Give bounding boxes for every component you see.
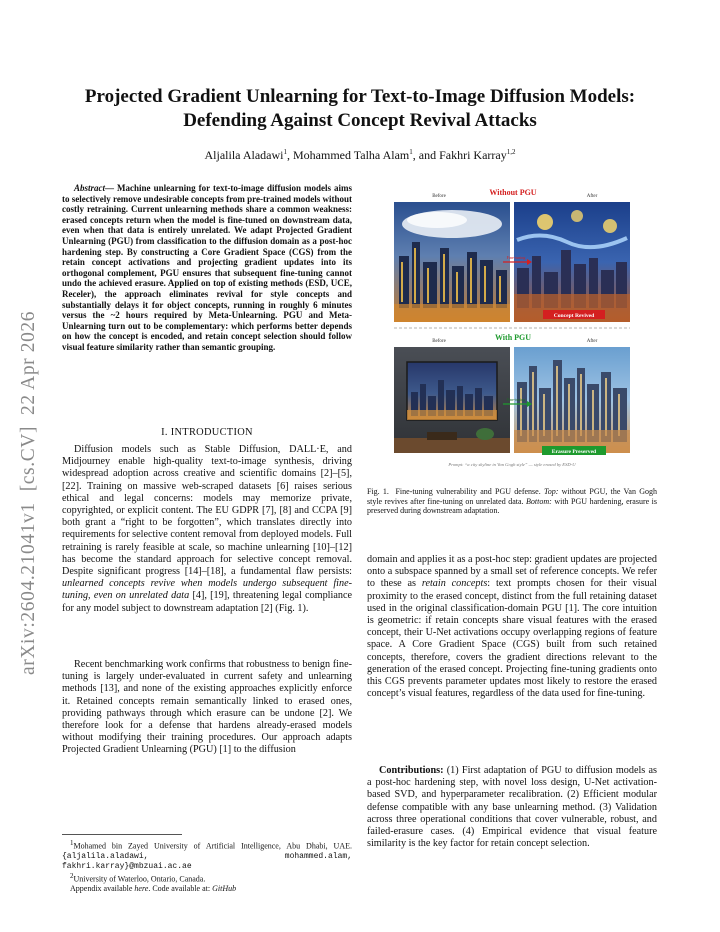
before-image-top [394, 202, 510, 322]
author-3: and Fakhri Karray [418, 148, 507, 162]
arxiv-side-stamp [4, 160, 44, 680]
before-label-bottom: Before [432, 339, 446, 344]
author-3-affil: 1,2 [506, 148, 516, 156]
footnote-1: $^1$Mohamed bin Zayed University of Artificial Intelligence, Abu Dhabi, UAE. {aljalila.aladawi, mohammed.alam, fakhri.karray}@mbzuai.ac.ae [62, 839, 352, 872]
contributions-paragraph [367, 765, 657, 850]
author-list: Aljalila Aladawi$^1$, Mohammed Talha Alam$^1$, and Fakhri Karray$^{1,2}$ [204, 148, 516, 162]
title-line-2: Defending Against Concept Revival Attacks [183, 110, 537, 131]
after-label-top: After [586, 194, 598, 199]
figure-1 [367, 182, 657, 474]
with-pgu-label: With PGU [494, 333, 532, 342]
abstract-dash: — [105, 183, 115, 193]
erasure-preserved-text: Erasure Preserved [551, 449, 597, 455]
figure-prompt: Prompt: “a city skyline in Van Gogh style” — style erased by ESD-U [448, 462, 576, 467]
after-label-bottom: After [586, 339, 598, 344]
footnote-3: Appendix available here. Code available at: GitHub [70, 883, 237, 893]
author-1-affil: 1 [283, 148, 287, 156]
author-2: Mohammed Talha Alam [293, 148, 410, 162]
footnote-divider [62, 834, 182, 835]
contributions-text: (1) First adaptation of PGU to diffusion models as a post-hoc hardening step, with novel loss design, U-Net activation-based SVD, and hyperparameter recalibration. (2) Efficient modular defense compatible with any base unlearning method. (3) Validation across three operational conditions that cover vulnerable, robust, and failed-erasure cases. (4) Empirical evidence that visual feature similarity is the key factor for retain concept selection. [367, 765, 657, 850]
fine-tuning-label-top: Fine-tuning [506, 255, 526, 260]
github-link[interactable]: GitHub [212, 883, 237, 893]
caption-label: Fig. 1. [367, 487, 389, 496]
after-image-bottom [514, 347, 630, 455]
intro-p1-emphasis: unlearned concepts revive when models undergo subsequent fine-tuning, even on unrelated data [62, 578, 352, 602]
right-paragraph-1: domain and applies it as a post-hoc step: gradient updates are projected onto a subspace spanned by a small set of reference concepts. We refer to these as retain concepts: text prompts chosen for their visual proximity to the erased concept, distinct from the full retaining dataset used in the original classification-domain PGU [1]. The core intuition is geometric: if retain concepts share visual features with the erased concept, their U-Net activations occupy overlapping regions of feature space. A Core Gradient Space (CGS) built from such retained concepts, therefore, covers the gradient directions relevant to the generation of the erased concept. Projecting fine-tuning gradients onto this CGS prevents parameter updates most likely to restore the erased concept’s visual features, regardless of the data used for fine-tuning. [367, 554, 657, 700]
intro-paragraph-1 [62, 444, 352, 615]
author-1: Aljalila Aladawi [204, 148, 284, 162]
concept-revived-text: Concept Revived [553, 313, 595, 319]
appendix-link[interactable]: here [134, 883, 149, 893]
title-line-1: Projected Gradient Unlearning for Text-to-Image Diffusion Models: [84, 86, 636, 107]
section-heading-introduction: I. INTRODUCTION [161, 427, 253, 438]
footnotes [62, 839, 352, 893]
arxiv-identifier: arXiv:2604.21041v1 [cs.CV] 22 Apr 2026 [18, 310, 39, 675]
figure-1-caption: Fig. 1. Fine-tuning vulnerability and PGU defense. Top: without PGU, the Van Gogh style revives after fine-tuning on unrelated data. Bottom: with PGU hardening, erasure is preserved during downstream adaptation. [367, 487, 658, 516]
retain-concepts-term: retain concepts [421, 578, 488, 590]
footnote-2: $^2$University of Waterloo, Ontario, Canada. [70, 871, 206, 884]
fine-tuning-label-bottom: Fine-tuning [506, 397, 526, 402]
abstract-label: Abstract [74, 183, 106, 193]
intro-p1-text-b: [4], [19], threatening legal compliance for any model subject to downstream adaptation [2] (Fig. 1). [62, 590, 352, 614]
contributions-label: Contributions: [379, 765, 444, 776]
before-label-top: Before [432, 194, 446, 199]
paper-title [40, 85, 680, 133]
author-2-affil: 1 [409, 148, 413, 156]
abstract-text: Machine unlearning for text-to-image diffusion models aims to selectively remove undesirable concepts from pre-trained models without costly retraining. Current unlearning methods share a common weakness: erased concepts return when the model is fine-tuned on downstream data, even when that data is entirely unrelated. We adapt Projected Gradient Unlearning (PGU) from classification to the diffusion domain as a post-hoc hardening step. By constructing a Core Gradient Space (CGS) from the retain concept activations and projecting gradient updates into its orthogonal complement, PGU ensures that subsequent fine-tuning cannot undo the achieved erasure. Applied on top of existing methods (ESD, UCE, Receler), the approach eliminates revival for style concepts and substantially delays it for object concepts, running in roughly 6 minutes versus the ~2 hours required by Meta-Unlearning. PGU and Meta-Unlearning turn out to be complementary: which performs better depends on how the concept is encoded, and retain concept selection should follow visual feature similarity rather than semantic grouping. [62, 183, 353, 352]
without-pgu-label: Without PGU [489, 188, 537, 197]
author-emails: {aljalila.aladawi, mohammed.alam, fakhri.karray}@mbzuai.ac.ae [62, 852, 352, 872]
intro-p1-text-a: Diffusion models such as Stable Diffusion, DALL·E, and Midjourney enable high-quality text-to-image synthesis, driving widespread adoption across creative and scientific domains [2]–[5], [22]. Training on massive web-scraped datasets [6] raises serious ethical and legal concerns: models may memorize private, copyrighted, or explicit content. The EU GDPR [7], [8] and CCPA [9] both grant a “right to be forgotten”, which translates directly into requirements for selective content removal from deployed models. Full retraining is rarely feasible at scale, so machine unlearning [10]–[12] has become the standard approach for selective concept removal. Despite significant progress [14]–[18], a fundamental flaw persists: [62, 444, 352, 578]
before-image-bottom [394, 347, 510, 453]
abstract [62, 183, 352, 353]
intro-paragraph-2: Recent benchmarking work confirms that robustness to benign fine-tuning is largely under-evaluated in current safety and unlearning methods [13], and none of the existing approaches explicitly enforce it. Retained concepts remain semantically linked to erased ones, providing pathways through which erasure can be undone [2]. We therefore look for a defense that hardens already-erased models without modifying their training procedures. Our approach adapts Projected Gradient Unlearning (PGU) [1] to the diffusion [62, 659, 352, 756]
